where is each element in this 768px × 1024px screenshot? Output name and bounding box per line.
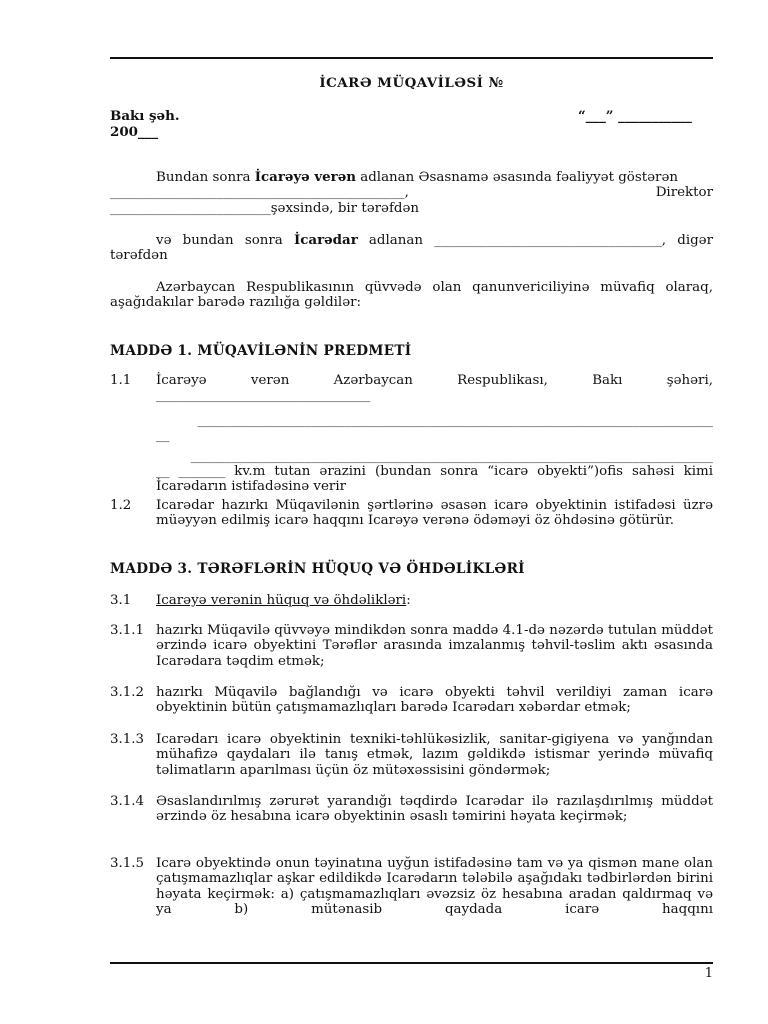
lessor-rights-heading: Icarəyə verənin hüquq və öhdəlikləri: [156, 593, 407, 608]
clause-3-1-2: 3.1.2 hazırkı Müqavilə bağlandığı və icarə obyekti təhvil verildiyi zaman icarə obyektinin bütün çatışmamazlıqları barədə Icarədarı xəbərdar etmək;: [110, 685, 713, 716]
place-label: Bakı şəh.: [110, 108, 180, 124]
lessee-term: İcarədar: [293, 232, 358, 248]
section-heading-3: MADDƏ 3. TƏRƏFLƏRİN HÜQUQ VƏ ÖHDƏLİKLƏRİ: [110, 561, 525, 577]
paragraph-lessor: Bundan sonra İcarəyə verən adlanan Əsasnamə əsasında fəaliyyət göstərən ____________________________________________, Direktor ________________________şəxsində, bir tərəfdən: [110, 169, 713, 216]
document-title: İCARƏ MÜQAVİLƏSİ №: [319, 75, 504, 91]
clause-3-1-1: 3.1.1 hazırkı Müqavilə qüvvəyə mindikdən sonra maddə 4.1-də nəzərdə tutulan müddət ərzində icarə obyektini Tərəflər arasında imzalanmış təhvil-təslim aktı əsasında Icarədara təqdim etmək;: [110, 623, 713, 669]
clause-3-1-3: 3.1.3 Icarədarı icarə obyektinin texniki-təhlükəsizlik, sanitar-gigiyena və yanğından mühafizə qaydaları ilə tanış etmək, lazım gəldikdə istismar yerində müvafiq təlimatların aparılması üçün öz mütəxəssisini göndərmək;: [110, 732, 713, 778]
paragraph-lessee: və bundan sonra İcarədar adlanan __________________________________, digər tərəfdən: [110, 232, 713, 264]
clause-3-1: 3.1 Icarəyə verənin hüquq və öhdəlikləri:: [110, 593, 411, 608]
date-field: “___” ___________: [578, 108, 692, 124]
year-field: 200___: [110, 124, 159, 140]
clause-3-1-4: 3.1.4 Əsaslandırılmış zərurət yarandığı təqdirdə Icarədar ilə razılaşdırılmış müddət ərzində öz hesabına icarə obyektinin əsaslı təmirini həyata keçirmək;: [110, 794, 713, 825]
clause-3-1-5: 3.1.5 Icarə obyektində onun təyinatına uyğun istifadəsinə tam və ya qismən mane olan çatışmamazlıqlar aşkar edildikdə Icarədarın tələbilə aşağıdakı tədbirlərdən birini həyata keçirmək: a) çatışmamazlıqları əvəzsiz öz hesabına aradan qaldırmaq və ya b) mütənasib qaydada icarə haqqını: [110, 856, 713, 918]
clause-number: 1.1: [110, 373, 132, 388]
lessor-term: İcarəyə verən: [254, 169, 356, 185]
place-date-block: [110, 108, 713, 142]
director-label: Direktor: [655, 185, 713, 201]
header-rule: [110, 57, 713, 59]
section-heading-1: MADDƏ 1. MÜQAVİLƏNİN PREDMETİ: [110, 343, 412, 359]
clause-1-2: 1.2 Icarədar hazırkı Müqavilənin şərtlərinə əsasən icarə obyektinin istifadəsi üzrə müəyyən edilmiş icarə haqqını Icarəyə verənə ödəməyi öz öhdəsinə götürür.: [110, 498, 713, 529]
footer-rule: [110, 962, 713, 964]
lessor-name-blank: ____________________________________________,: [110, 185, 409, 201]
director-name-blank: ________________________şəxsində, bir tərəfdən: [110, 200, 420, 216]
paragraph-agreement: Azərbaycan Respublikasının qüvvədə olan qanunvericiliyinə müvafiq olaraq, aşağıdakılar barədə razılığa gəldilər:: [110, 280, 713, 311]
page-number: 1: [704, 966, 713, 981]
clause-1-1: 1.1 İcarəyə verən Azərbaycan Respublikası, Bakı şəhəri, ________________________________ _____________________________________________________________________________ __ ______________________________________________________________________________ __ _______ kv.m tutan ərazini (bundan sonra “icarə obyekti”)ofis sahəsi kimi İcarədarın istifadəsinə verir: [110, 373, 713, 495]
